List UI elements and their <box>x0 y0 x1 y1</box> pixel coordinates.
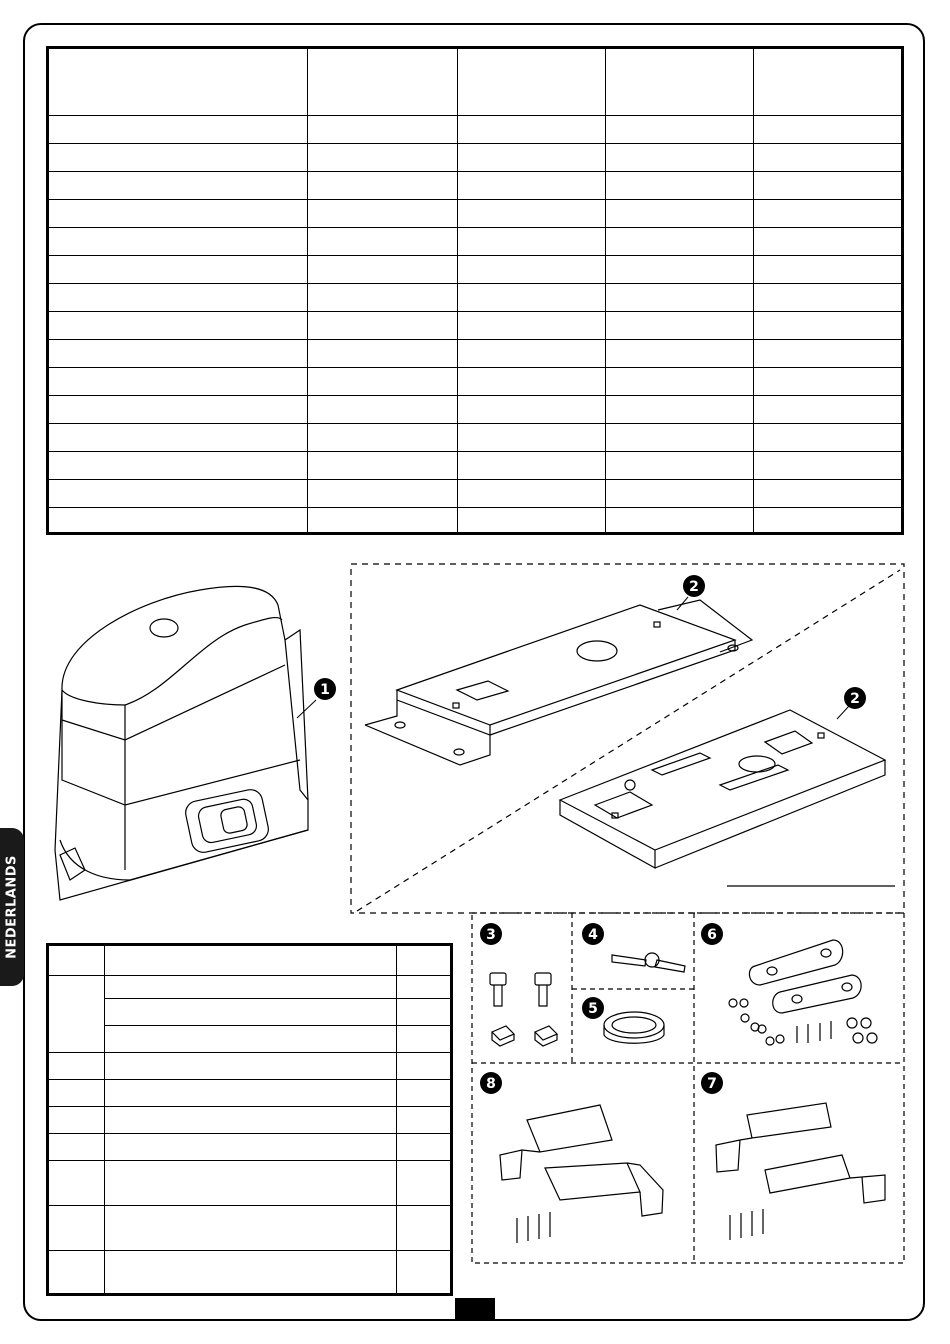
callout-spacers-kit: 6 <box>707 927 717 943</box>
screws-nuts-drawing <box>490 973 557 1046</box>
callout-plate-bottom: 2 <box>850 691 860 707</box>
brackets-kit-b-drawing <box>716 1103 885 1240</box>
callout-motor: 1 <box>320 682 330 698</box>
language-tab-label: NEDERLANDS <box>4 855 20 959</box>
gate-motor-drawing <box>55 586 308 900</box>
keys-drawing <box>612 953 685 972</box>
mounting-plate-drawing <box>365 600 752 765</box>
callout-plate-top: 2 <box>689 579 699 595</box>
callout-seal-kit: 5 <box>588 1001 598 1017</box>
seal-ring-drawing <box>604 1012 664 1043</box>
spacers-hardware-drawing <box>729 940 877 1045</box>
callout-keys-kit: 4 <box>588 927 598 943</box>
page-number-marker <box>455 1298 495 1320</box>
base-plate-drawing <box>560 710 885 868</box>
callout-brackets-kit-a: 8 <box>486 1076 496 1092</box>
callout-brackets-kit-b: 7 <box>707 1076 717 1092</box>
brackets-kit-a-drawing <box>500 1105 663 1243</box>
accessory-kits-frame <box>472 913 904 1263</box>
callout-screws-kit: 3 <box>486 927 496 943</box>
